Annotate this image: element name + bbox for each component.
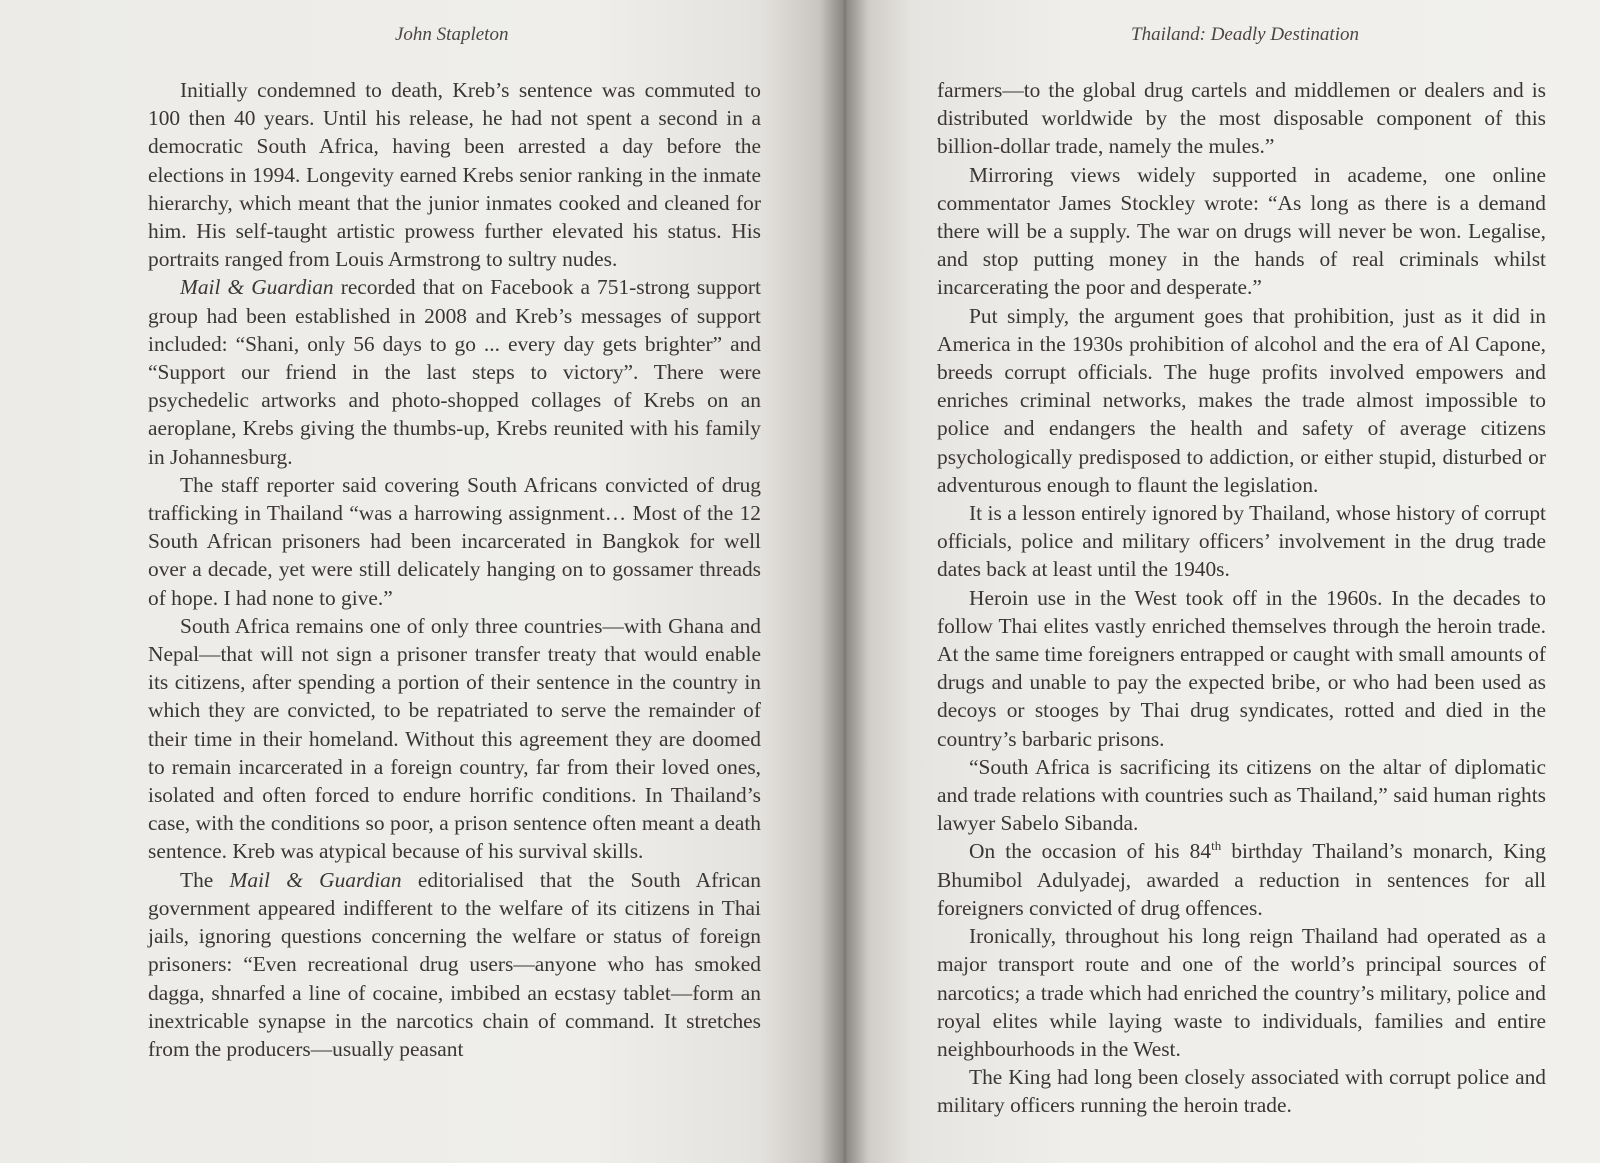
left-running-head: John Stapleton bbox=[395, 24, 509, 45]
paragraph: Put simply, the argument goes that prohibition, just as it did in America in the 1930s prohibition of alcohol and the era of Al Capone, breeds corrupt officials. The huge profits involved empowers and enriches criminal networks, makes the trade almost impossible to police and endangers the health and safety of average citizens psychologically predisposed to addiction, or either stupid, disturbed or adventurous enough to flaunt the legislation. bbox=[937, 303, 1546, 497]
paragraph-text: On the occasion of his 84 bbox=[969, 839, 1212, 864]
paragraph: Ironically, throughout his long reign Thailand had operated as a major transport route and one of the world’s principal sources of narcotics; a trade which had enriched the country’s military, police and royal elites while laying waste to individuals, families and entire neighbourhoods in the West. bbox=[937, 924, 1546, 1061]
paragraph-text: editorialised that the South African government appeared indifferent to the welfare of its citizens in Thai jails, ignoring questions concerning the welfare or status of foreign prisoners: “Even recreational drug users—anyone who has smoked dagga, shnarfed a line of cocaine, imbibed an ecstasy tablet—form an inextricable synapse in the narcotics chain of command. It stretches from the producers—usually peasant bbox=[148, 867, 761, 1061]
italic-publication-name: Mail & Guardian bbox=[229, 867, 402, 892]
right-running-head: Thailand: Deadly Destination bbox=[1131, 24, 1359, 45]
paragraph: farmers—to the global drug cartels and middlemen or dealers and is distributed worldwide by the most disposable component of this billion-dollar trade, namely the mules.” bbox=[937, 78, 1546, 159]
paragraph-text: birthday Thailand’s monarch, King Bhumibol Adulyadej, awarded a reduction in sentences for all foreigners convicted of drug offences. bbox=[937, 839, 1546, 920]
paragraph: Heroin use in the West took off in the 1960s. In the decades to follow Thai elites vastly enriched themselves through the heroin trade. At the same time foreigners entrapped or caught with small amounts of drugs and unable to pay the expected bribe, or who had been used as decoys or stooges by Thai drug syndicates, rotted and died in the country’s barbaric prisons. bbox=[937, 585, 1546, 751]
paragraph bbox=[937, 837, 1546, 922]
paragraph-text: recorded that on Facebook a 751-strong support group had been established in 2008 and Kreb’s messages of support included: “Shani, only 56 days to go ... every day gets brighter” and “Support our friend in the last steps to victory”. There were psychedelic artworks and photo-shopped collages of Krebs on an aeroplane, Krebs giving the thumbs-up, Krebs reunited with his family in Johannesburg. bbox=[148, 275, 761, 469]
paragraph: “South Africa is sacrificing its citizens on the altar of diplomatic and trade relations with countries such as Thailand,” said human rights lawyer Sabelo Sibanda. bbox=[937, 754, 1546, 836]
paragraph bbox=[148, 273, 761, 470]
paragraph: Mirroring views widely supported in academe, one online commentator James Stockley wrote: “As long as there is a demand there will be a supply. The war on drugs will never be won. Legalise, and stop putting money in the hands of real criminals whilst incarcerating the poor and desperate.” bbox=[937, 162, 1546, 300]
paragraph-text: The bbox=[180, 867, 230, 892]
superscript: th bbox=[1211, 838, 1222, 854]
paragraph: Initially condemned to death, Kreb’s sentence was commuted to 100 then 40 years. Until his release, he had not spent a second in a democratic South Africa, having been arrested a day before the elections in 1994. Longevity earned Krebs senior ranking in the inmate hierarchy, which meant that the junior inmates cooked and cleaned for him. His self-taught artistic prowess further elevated his status. His portraits ranged from Louis Armstrong to sultry nudes. bbox=[148, 78, 761, 272]
paragraph: It is a lesson entirely ignored by Thailand, whose history of corrupt officials, police and military officers’ involvement in the drug trade dates back at least until the 1940s. bbox=[937, 501, 1546, 582]
italic-publication-name: Mail & Guardian bbox=[180, 275, 334, 300]
left-body-text bbox=[148, 76, 761, 1063]
paragraph bbox=[148, 866, 761, 1063]
right-body-text bbox=[937, 76, 1546, 1120]
right-page bbox=[844, 0, 1600, 1163]
paragraph: South Africa remains one of only three countries—with Ghana and Nepal—that will not sign a prisoner transfer treaty that would enable its citizens, after spending a portion of their sentence in the country in which they are convicted, to be repatriated to serve the remainder of their time in their homeland. Without this agreement they are doomed to remain incarcerated in a foreign country, far from their loved ones, isolated and often forced to endure horrific conditions. In Thailand’s case, with the conditions so poor, a prison sentence often meant a death sentence. Kreb was atypical because of his survival skills. bbox=[148, 613, 761, 864]
paragraph: The King had long been closely associated with corrupt police and military officers running the heroin trade. bbox=[937, 1065, 1546, 1118]
paragraph: The staff reporter said covering South Africans convicted of drug trafficking in Thailand “was a harrowing assignment… Most of the 12 South African prisoners had been incarcerated in Bangkok for well over a decade, yet were still delicately hanging on to gossamer threads of hope. I had none to give.” bbox=[148, 472, 761, 610]
